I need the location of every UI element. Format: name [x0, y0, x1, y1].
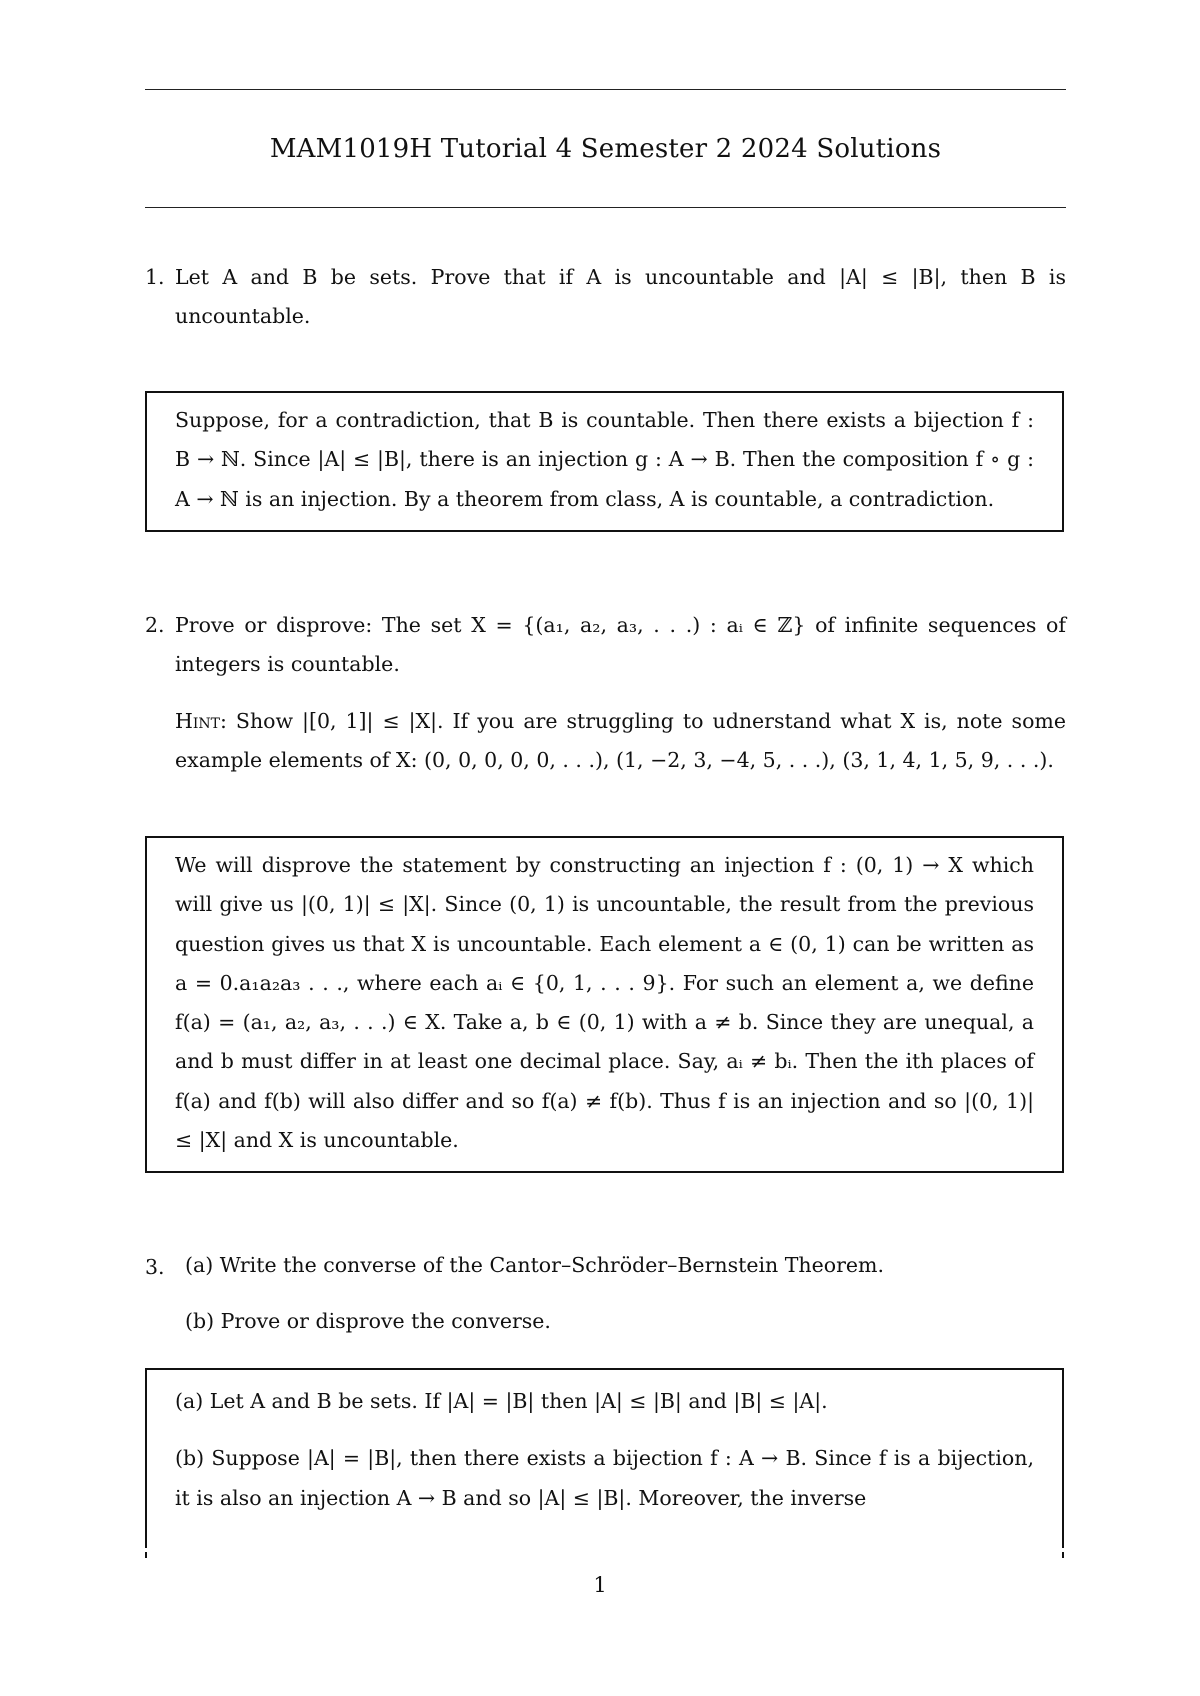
question-number: 2. — [145, 613, 165, 637]
solution-box-1 — [145, 391, 1064, 532]
question-2 — [145, 606, 1066, 780]
page-number: 1 — [593, 1573, 607, 1597]
question-3-part-b: (b) Prove or disprove the converse. — [185, 1309, 551, 1333]
question-3-part-a: (a) Write the converse of the Cantor–Schröder–Bernstein Theorem. — [185, 1253, 884, 1277]
solution-part-a: (a) Let A and B be sets. If |A| = |B| then |A| ≤ |B| and |B| ≤ |A|. — [175, 1389, 828, 1413]
hint-label: Hint: — [175, 709, 227, 733]
solution-text: We will disprove the statement by constructing an injection f : (0, 1) → X which will give us |(0, 1)| ≤ |X|. Since (0, 1) is uncountable, the result from the previous question gives us that X is uncountable. Each element a ∈ (0, 1) can be written as a = 0.a₁a₂a₃ . . ., where each aᵢ ∈ {0, 1, . . . 9}. For such an element a, we define f(a) = (a₁, a₂, a₃, . . .) ∈ X. Take a, b ∈ (0, 1) with a ≠ b. Since they are unequal, a and b must differ in at least one decimal place. Say, aᵢ ≠ bᵢ. Then the ith places of f(a) and f(b) will also differ and so f(a) ≠ f(b). Thus f is an injection and so |(0, 1)| ≤ |X| and X is uncountable. — [175, 853, 1034, 1153]
solution-box-3 — [145, 1368, 1064, 1544]
question-1 — [145, 258, 1066, 336]
hint-paragraph — [175, 702, 1066, 780]
question-text: Prove or disprove: The set X = {(a₁, a₂, a₃, . . .) : aᵢ ∈ ℤ} of infinite sequences of integers is countable. — [175, 613, 1066, 676]
box-continuation-right — [1062, 1542, 1064, 1562]
hint-text: Show |[0, 1]| ≤ |X|. If you are struggling to udnerstand what X is, note some example elements of X: (0, 0, 0, 0, 0, . . .), (1, −2, 3, −4, 5, . . .), (3, 1, 4, 1, 5, 9, . . .). — [175, 709, 1066, 772]
solution-box-2 — [145, 836, 1064, 1173]
title-bottom-rule — [145, 207, 1066, 208]
box-continuation-left — [145, 1542, 147, 1562]
document-title: MAM1019H Tutorial 4 Semester 2 2024 Solutions — [269, 134, 942, 164]
question-text: Let A and B be sets. Prove that if A is uncountable and |A| ≤ |B|, then B is uncountable. — [175, 265, 1066, 328]
solution-part-b: (b) Suppose |A| = |B|, then there exists a bijection f : A → B. Since f is a bijection, it is also an injection A → B and so |A| ≤ |B|. Moreover, the inverse — [175, 1446, 1034, 1510]
question-number: 3. — [145, 1255, 165, 1279]
solution-text: Suppose, for a contradiction, that B is countable. Then there exists a bijection f : B → ℕ. Since |A| ≤ |B|, there is an injection g : A → B. Then the composition f ∘ g : A → ℕ is an injection. By a theorem from class, A is countable, a contradiction. — [175, 408, 1034, 511]
question-number: 1. — [145, 265, 165, 289]
top-rule — [145, 89, 1066, 90]
